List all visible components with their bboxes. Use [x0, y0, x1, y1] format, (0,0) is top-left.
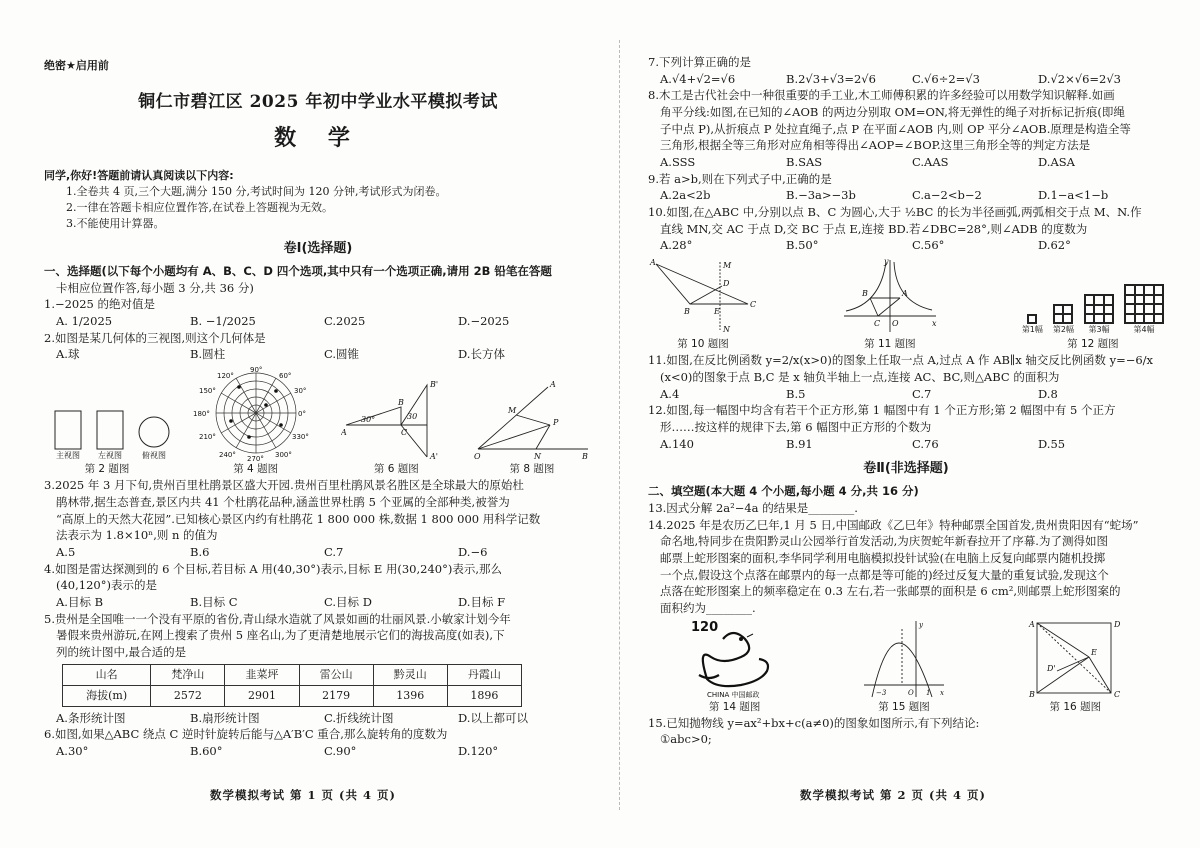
question-3-line: “高原上的天然大花园”.已知核心景区内约有杜鹃花 1 800 000 株,数据 1 800 000 用科学记数	[56, 511, 541, 526]
question-8-options	[648, 154, 1164, 171]
front-view	[54, 410, 82, 462]
option-a: A.30°	[56, 743, 89, 758]
question-14: 14.2025 年是农历乙巳年,1 月 5 日,中国邮政《乙巳年》特种邮票全国首发,贵州贵阳因有“蛇场”	[648, 517, 1139, 532]
polar-label-240: 240°	[218, 451, 236, 460]
option-d: D.−6	[458, 545, 488, 559]
question-5-options	[44, 710, 592, 727]
point-a-label: A	[1029, 619, 1036, 629]
point-c-label: C	[1114, 689, 1121, 699]
question-11-line: (x<0)的图象于点 B,C 是 x 轴负半轴上一点,连接 AC、BC,则△ABC 的面积为	[660, 369, 1060, 384]
caption-q11: 第 11 题图	[864, 338, 916, 351]
option-a: A.4	[660, 386, 680, 401]
page-1	[44, 0, 592, 848]
tick-minus-3: −3	[875, 688, 887, 697]
polar-label-270: 270°	[246, 455, 264, 462]
question-3: 3.2025 年 3 月下旬,贵州百里杜鹃景区盛大开园.贵州百里杜鹃风景名胜区是全球最大的原始杜	[44, 478, 524, 493]
figure-q4	[191, 365, 321, 477]
pattern-1	[1022, 314, 1043, 336]
point-c-label: C	[401, 428, 408, 438]
front-view-label: 主视图	[56, 450, 80, 460]
option-d: D.55	[1038, 436, 1066, 451]
question-12: 12.如图,每一幅图中均含有若干个正方形,第 1 幅图中有 1 个正方形;第 2 幅图中有 5 个正方	[648, 403, 1116, 418]
option-c: C.折线统计图	[324, 710, 394, 725]
point-a-label: A	[549, 380, 556, 390]
option-c: C.2025	[324, 314, 366, 329]
option-d: D.ASA	[1038, 155, 1075, 170]
page-fold-divider	[619, 40, 620, 810]
caption-q16: 第 16 题图	[1049, 700, 1102, 713]
option-d: D.√2×√6=2√3	[1038, 71, 1121, 86]
table-header-cell: 雷公山	[299, 664, 373, 685]
inverse-function-graph	[840, 256, 940, 336]
top-view-label: 俯视图	[142, 450, 166, 460]
option-d: D.1−a<1−b	[1038, 188, 1109, 203]
pattern-2-label: 第2幅	[1052, 325, 1074, 335]
subject-title: 数 学	[274, 124, 362, 151]
point-a-label: A	[650, 258, 656, 268]
option-d: D.−2025	[458, 314, 510, 329]
option-b: B.6	[190, 545, 210, 559]
option-b: B.−3a>−3b	[786, 188, 856, 203]
option-b: B.SAS	[786, 155, 823, 170]
snake-stamp	[689, 619, 781, 699]
point-m-label: M	[723, 261, 732, 271]
square-fold-diagram	[1027, 619, 1123, 699]
axis-x-label: x	[939, 688, 944, 697]
question-7-options	[648, 71, 1164, 88]
origin-label: O	[891, 319, 899, 329]
side-view	[96, 410, 124, 462]
point-b-label: B	[581, 452, 588, 462]
question-2: 2.如图是某几何体的三视图,则这个几何体是	[44, 330, 266, 345]
question-4-line: (40,120°)表示的是	[56, 578, 157, 593]
question-13: 13.因式分解 2a²−4a 的结果是________.	[648, 500, 858, 515]
option-a: A.2a<2b	[660, 188, 711, 203]
tick-1: 1	[925, 688, 931, 697]
point-d-label: D	[723, 279, 730, 289]
figure-q12	[1022, 284, 1164, 352]
part-1-heading: 卷Ⅰ(选择题)	[283, 241, 353, 257]
option-a: A.条形统计图	[56, 710, 126, 725]
question-14-line: 面积约为________.	[660, 600, 756, 615]
point-a-prime-label: A'	[430, 452, 439, 462]
point-n-label: N	[723, 325, 730, 335]
caption-q2: 第 2 题图	[84, 463, 130, 476]
figures-row-right-1	[648, 256, 1164, 352]
angle-label: 30°	[361, 415, 376, 425]
option-b: B.60°	[190, 743, 223, 758]
table-header-row	[63, 664, 522, 685]
figure-q14	[689, 619, 781, 715]
question-15: 15.已知抛物线 y=ax²+bx+c(a≠0)的图象如图所示,有下列结论:	[648, 715, 980, 730]
grid-2x2	[1053, 304, 1073, 324]
point-b-label: B	[1029, 689, 1036, 699]
question-5-line: 暑假来贵州游玩,在网上搜索了贵州 5 座名山,为了更清楚地展示它们的海拔高度(如表),下	[56, 628, 505, 643]
option-a: A.球	[56, 347, 80, 362]
option-b: B.目标 C	[190, 595, 238, 610]
caption-q6: 第 6 题图	[373, 463, 419, 476]
point-e-label: E	[1091, 647, 1098, 657]
point-o-label: O	[473, 452, 481, 462]
table-header-cell: 韭菜坪	[225, 664, 299, 685]
question-3-options	[44, 544, 592, 561]
option-c: C.a−2<b−2	[912, 188, 982, 203]
question-9: 9.若 a>b,则在下列式子中,正确的是	[648, 171, 832, 186]
origin-label: O	[907, 688, 914, 697]
section-1-heading: 一、选择题(以下每个小题均有 A、B、C、D 四个选项,其中只有一个选项正确,请用 2B 铅笔在答题	[44, 264, 552, 279]
option-b: B.圆柱	[190, 347, 226, 362]
pattern-4	[1124, 284, 1164, 336]
grid-4x4	[1124, 284, 1164, 324]
front-view-rect	[54, 410, 82, 450]
point-m-label: M	[507, 406, 517, 416]
question-1-options	[44, 313, 592, 330]
option-d: D.长方体	[458, 347, 505, 362]
polar-label-120: 120°	[216, 372, 234, 381]
square-pattern-row	[1022, 284, 1164, 336]
option-a: A.28°	[660, 238, 693, 253]
option-d: D.62°	[1038, 238, 1071, 253]
radar-diagram	[191, 365, 321, 461]
point-p-label: P	[552, 418, 559, 428]
axis-y-label: y	[918, 620, 923, 629]
altitude-table	[62, 664, 522, 707]
notice-item: 3.不能使用计算器。	[66, 217, 165, 231]
figure-q15	[862, 619, 946, 715]
side-view-label: 左视图	[98, 450, 122, 460]
question-10-line: 直线 MN,交 AC 于点 D,交 BC 于点 E,连接 BD.若∠DBC=28°,则∠ADB 的度数为	[660, 221, 1088, 236]
option-c: C.圆锥	[324, 347, 360, 362]
figure-q11	[840, 256, 940, 352]
stamp-value: 120	[690, 619, 718, 635]
option-a: A.目标 B	[56, 595, 104, 610]
pattern-3-label: 第3幅	[1088, 325, 1110, 335]
top-view-circle	[138, 410, 170, 450]
option-c: C.76	[912, 436, 939, 451]
question-11-options	[648, 386, 1164, 403]
point-c-label: C	[750, 300, 757, 310]
stamp-text: CHINA 中国邮政	[706, 690, 760, 699]
caption-q10: 第 10 题图	[677, 338, 729, 351]
table-header-cell: 丹霞山	[447, 664, 521, 685]
table-header-cell: 梵净山	[151, 664, 225, 685]
question-7: 7.下列计算正确的是	[648, 55, 751, 69]
question-4: 4.如图是雷达探测到的 6 个目标,若目标 A 用(40,30°)表示,目标 E 用(30,240°)表示,那么	[44, 561, 502, 576]
option-d: D.120°	[458, 743, 499, 758]
option-c: C.7	[912, 386, 932, 401]
question-12-line: 形……按这样的规律下去,第 6 幅图中正方形的个数为	[660, 419, 932, 434]
point-b-label: B	[684, 307, 690, 317]
table-cell: 1396	[373, 685, 447, 706]
section-2-heading: 二、填空题(本大题 4 个小题,每小题 4 分,共 16 分)	[648, 484, 919, 499]
question-1: 1.−2025 的绝对值是	[44, 297, 156, 312]
polar-label-180: 180°	[192, 410, 210, 419]
question-15-item-1: ①abc>0;	[660, 732, 712, 747]
table-header-cell: 山名	[63, 664, 151, 685]
option-b: B.扇形统计图	[190, 710, 260, 725]
question-8: 8.木工是古代社会中一种很重要的手工业,木工师傅积累的许多经验可以用数学知识解释.如画	[648, 88, 1115, 103]
caption-q4: 第 4 题图	[233, 463, 279, 476]
figure-q8	[472, 377, 592, 477]
footer-page-1: 数学模拟考试 第 1 页 (共 4 页)	[210, 788, 396, 803]
caption-q14: 第 14 题图	[708, 700, 761, 713]
table-row	[63, 685, 522, 706]
point-b-label: B	[398, 398, 405, 408]
option-d: D.8	[1038, 386, 1058, 401]
caption-q12: 第 12 题图	[1067, 338, 1119, 351]
question-3-line: 鹃林带,据生态普查,景区内共 41 个杜鹃花品种,涵盖世界杜鹃 5 个亚属的全部种类,被誉为	[56, 494, 510, 509]
option-c: C.56°	[912, 238, 945, 253]
question-2-options	[44, 346, 592, 363]
question-3-line: 法表示为 1.8×10ⁿ,则 n 的值为	[56, 528, 218, 543]
table-cell: 2572	[151, 685, 225, 706]
polar-label-90: 90°	[249, 366, 263, 375]
option-c: C.AAS	[912, 155, 949, 170]
point-b-label: B	[861, 289, 868, 299]
question-6-options	[44, 743, 592, 760]
pattern-3	[1084, 294, 1114, 336]
option-b: B.91	[786, 436, 813, 451]
question-9-options	[648, 187, 1164, 204]
question-5-line: 列的统计图中,最合适的是	[56, 645, 187, 660]
pattern-4-label: 第4幅	[1133, 325, 1155, 335]
three-views	[44, 410, 170, 462]
option-d: D.目标 F	[458, 595, 506, 610]
question-8-line: 子中点 P),从折痕点 P 处拉直绳子,点 P 在平面∠AOB 内,则 OP 平分∠AOB.原理是构造全等	[660, 121, 1131, 136]
pattern-2	[1053, 304, 1074, 336]
figure-q2	[44, 410, 170, 478]
option-a: A. 1/2025	[56, 314, 113, 329]
option-c: C.7	[324, 545, 344, 559]
question-11: 11.如图,在反比例函数 y=2/x(x>0)的图象上任取一点 A,过点 A 作 AB∥x 轴交反比例函数 y=−6/x	[648, 353, 1154, 368]
polar-label-0: 0°	[297, 410, 306, 419]
point-a-label: A	[901, 289, 908, 299]
top-view	[138, 410, 170, 462]
table-cell: 2901	[225, 685, 299, 706]
axis-y-label: y	[883, 257, 889, 267]
grid-3x3	[1084, 294, 1114, 324]
option-a: A.5	[56, 545, 76, 559]
table-cell: 海拔(m)	[63, 685, 151, 706]
point-b-prime-label: B'	[430, 380, 439, 390]
option-d: D.以上都可以	[458, 710, 528, 725]
grid-1x1	[1027, 314, 1037, 324]
notice-item: 1.全卷共 4 页,三个大题,满分 150 分,考试时间为 120 分钟,考试形式为闭卷。	[66, 185, 447, 199]
perpendicular-bisector-diagram	[648, 256, 758, 336]
option-b: B.5	[786, 386, 806, 401]
question-14-line: 一个点,假设这个点落在邮票内的每一点都是等可能的)经过反复大量的重复试验,发现这个	[660, 567, 1109, 582]
option-a: A.SSS	[660, 155, 696, 170]
question-8-line: 角平分线:如图,在已知的∠AOB 的两边分别取 OM=ON,将无弹性的绳子对折标记折痕(即绳	[660, 105, 1125, 120]
option-b: B. −1/2025	[190, 314, 256, 329]
polar-label-210: 210°	[198, 433, 216, 442]
polar-label-150: 150°	[198, 387, 216, 396]
part-2-heading: 卷Ⅱ(非选择题)	[863, 461, 949, 477]
caption-q15: 第 15 题图	[878, 700, 930, 713]
question-14-line: 邮票上蛇形图案的面积,李华同学利用电脑模拟投针试验(在电脑上反复向邮票内随机投掷	[660, 550, 1106, 565]
option-c: C.√6÷2=√3	[912, 71, 980, 86]
option-b: B.2√3+√3=2√6	[786, 71, 876, 86]
parabola-graph	[862, 619, 946, 699]
point-e-label: E	[714, 307, 720, 317]
question-12-options	[648, 436, 1164, 453]
question-4-options	[44, 594, 592, 611]
table-header-cell: 黔灵山	[373, 664, 447, 685]
point-n-label: N	[533, 452, 541, 462]
point-c-label: C	[873, 319, 881, 329]
point-d-label: D	[1114, 619, 1121, 629]
angle-bisector-diagram	[472, 377, 592, 461]
option-a: A.140	[660, 436, 694, 451]
question-14-line: 点落在蛇形图案上的频率稳定在 0.3 左右,若一张邮票的面积是 6 cm²,则邮票上蛇形图案的	[660, 584, 1121, 599]
figures-row-right-2	[648, 619, 1164, 715]
question-10-options	[648, 237, 1164, 254]
figures-row-left	[44, 365, 592, 477]
caption-q8: 第 8 题图	[509, 463, 555, 476]
option-c: C.90°	[324, 743, 357, 758]
figure-q16	[1027, 619, 1123, 715]
page-2	[648, 0, 1164, 848]
notice-heading: 同学,你好!答题前请认真阅读以下内容:	[44, 169, 234, 183]
question-6: 6.如图,如果△ABC 绕点 C 逆时针旋转后能与△A′B′C 重合,那么旋转角的度数为	[44, 727, 448, 742]
table-cell: 2179	[299, 685, 373, 706]
footer-page-2: 数学模拟考试 第 2 页 (共 4 页)	[800, 788, 986, 803]
figure-q10	[648, 256, 758, 352]
rotation-diagram	[341, 377, 451, 461]
polar-label-30: 30°	[293, 387, 307, 396]
question-5: 5.贵州是全国唯一一个没有平原的省份,青山绿水造就了风景如画的壮丽风景.小敏家计划今年	[44, 611, 511, 626]
notice-item: 2.一律在答题卡相应位置作答,在试卷上答题视为无效。	[66, 201, 333, 215]
question-10: 10.如图,在△ABC 中,分别以点 B、C 为圆心,大于 ½BC 的长为半径画弧,两弧相交于点 M、N.作	[648, 205, 1142, 220]
point-a-label: A	[341, 428, 348, 438]
exam-title: 铜仁市碧江区 2025 年初中学业水平模拟考试	[138, 91, 498, 112]
side-view-rect	[96, 410, 124, 450]
axis-x-label: x	[931, 319, 937, 329]
figure-q6	[341, 377, 451, 477]
option-b: B.50°	[786, 238, 819, 253]
polar-label-60: 60°	[278, 372, 292, 381]
polar-label-330: 330°	[291, 433, 309, 442]
table-cell: 1896	[447, 685, 521, 706]
point-d-prime-label: D'	[1047, 663, 1056, 673]
option-a: A.√4+√2=√6	[660, 71, 736, 86]
option-c: C.目标 D	[324, 595, 372, 610]
secret-mark: 绝密★启用前	[44, 59, 109, 72]
question-14-line: 命名地,特同步在贵阳黔灵山公园举行首发活动,为庆贺蛇年新春拉开了序幕.为了测得如图	[660, 534, 1108, 549]
polar-label-300: 300°	[274, 451, 292, 460]
pattern-1-label: 第1幅	[1021, 325, 1043, 335]
section-1-heading-cont: 卡相应位置作答,每小题 3 分,共 36 分)	[56, 280, 254, 295]
side-label: 30	[407, 412, 418, 422]
question-8-line: 三角形,根据全等三角形对应角相等得出∠AOP=∠BOP.这里三角形全等的判定方法是	[660, 138, 1091, 153]
